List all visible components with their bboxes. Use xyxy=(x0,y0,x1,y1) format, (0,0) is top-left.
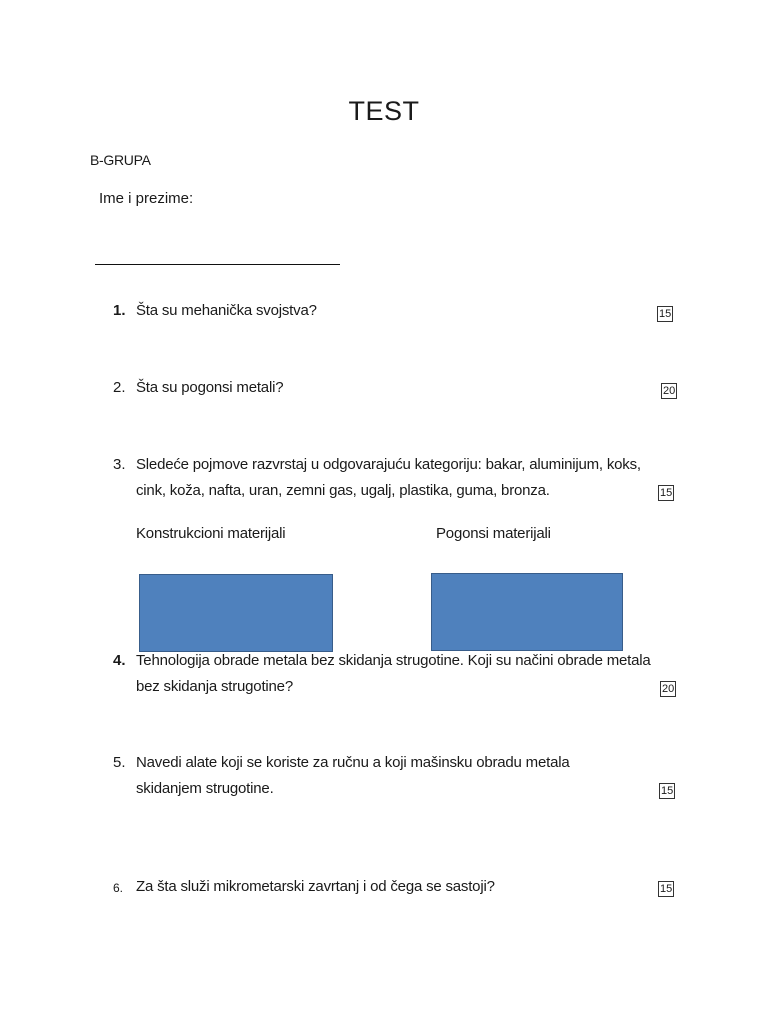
page-title: TEST xyxy=(348,96,420,126)
category-left-label: Konstrukcioni materijali xyxy=(136,525,286,542)
question-3-number: 3. xyxy=(113,456,126,473)
question-1-number: 1. xyxy=(113,302,126,319)
question-6-number: 6. xyxy=(113,881,124,895)
question-4-points: 20 xyxy=(662,683,675,695)
question-5-text: Navedi alate koji se koriste za ručnu a koji mašinsku obradu metala skidanjem strugotine. xyxy=(136,754,570,797)
category-left-box[interactable] xyxy=(139,574,333,652)
question-4-number: 4. xyxy=(113,652,126,669)
question-5-points: 15 xyxy=(661,785,674,797)
question-3-text: Sledeće pojmove razvrstaj u odgovarajuću kategoriju: bakar, aluminijum, koks, cink, koža, nafta, uran, zemni gas, ugalj, plastika, guma, bronza. xyxy=(136,456,641,499)
question-1-text: Šta su mehanička svojstva? xyxy=(136,302,317,319)
name-answer-line[interactable] xyxy=(95,264,340,265)
question-6-text: Za šta služi mikrometarski zavrtanj i od čega se sastoji? xyxy=(136,878,495,895)
question-4-text: Tehnologija obrade metala bez skidanja strugotine. Koji su načini obrade metala bez skidanja strugotine? xyxy=(136,652,651,695)
question-3-points: 15 xyxy=(660,487,673,499)
question-2-points: 20 xyxy=(663,385,676,397)
name-label: Ime i prezime: xyxy=(99,190,194,207)
question-2-text: Šta su pogonsi metali? xyxy=(136,379,284,396)
category-right-box[interactable] xyxy=(431,573,623,651)
group-label: B-GRUPA xyxy=(90,152,151,168)
question-5-number: 5. xyxy=(113,754,126,771)
question-6-points: 15 xyxy=(660,883,673,895)
question-1-points: 15 xyxy=(659,308,672,320)
question-2-number: 2. xyxy=(113,379,126,396)
category-right-label: Pogonsi materijali xyxy=(436,525,551,542)
